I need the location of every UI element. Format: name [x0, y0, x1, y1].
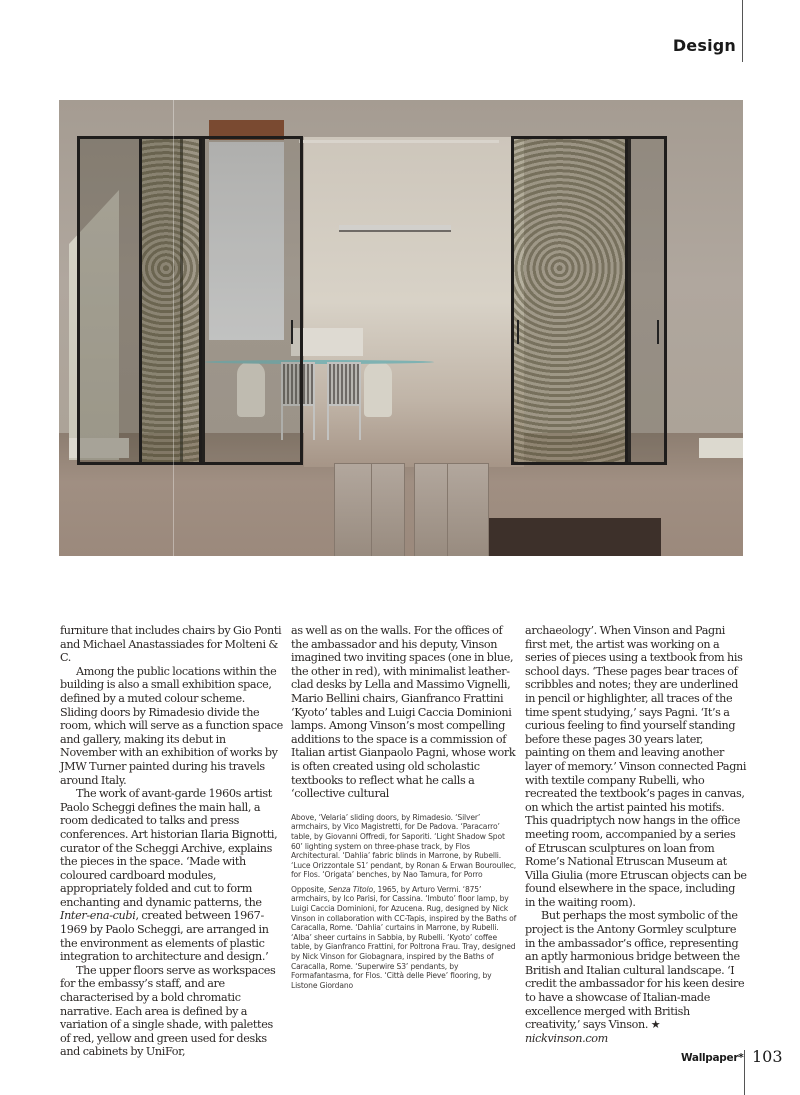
caption-text: Opposite, [291, 884, 329, 894]
photo-sliding-door-right-outer [625, 136, 667, 465]
article-paragraph: Among the public locations within the building is also a small exhibition space, defined by a muted colour scheme. Sliding doors by Rimadesio divide the room, which will serve as a function space and gallery, making its debut in November with an exhibition of works by JMW Turner painted during his travels around Italy. [60, 664, 283, 787]
photo-doorway-opening [304, 137, 524, 467]
article-text: , created between 1967-1969 by Paolo Scheggi, are arranged in the environment as elements of plastic integration to architecture and design.’ [60, 909, 269, 964]
caption-text: , 1965, by Arturo Vermi. ‘875’ armchairs, by Ico Parisi, for Cassina. ‘Imbuto’ floor lamp, by Luigi Caccia Dominioni, for Azucena. Rug, designed by Nick Vinson in collaboration with CC-Tapis, inspired by the Baths of Caracalla, Rome. ‘Dahlia’ curtains in Marrone, by Rubelli. ‘Alba’ sheer curtains in Sabbia, by Rubelli. ‘Kyoto’ coffee table, by Gianfranco Frattini, for Poltrona Frau. Tray, designed by Nick Vinson for Giobagnara, inspired by the Baths of Caracalla, Rome. ‘Superwire S3’ pendants, by Formafantasma, for Flos. ‘Città delle Pieve’ flooring, by Listone Giordano [291, 884, 517, 990]
article-column-3 [525, 624, 747, 1045]
article-paragraph: The upper floors serve as workspaces for the embassy’s staff, and are characterised by a bold chromatic narrative. Each area is defined by a variation of a single shade, with palettes of red, yellow and green used for desks and cabinets by UniFor, [60, 963, 276, 1059]
article-paragraph [525, 909, 747, 1045]
photo-bench-slat [371, 463, 405, 556]
caption-opposite [291, 885, 517, 991]
article-text: But perhaps the most symbolic of the project is the Antony Gormley sculpture in the ambassador’s office, representing an aptly harmonious bridge between the British and Italian cultural landscape. ‘I credit the ambassador for his keen desire to have a showcase of Italian-made excellence merged with British creativity,’ says Vinson. [525, 909, 745, 1032]
footer-rule [744, 1050, 745, 1095]
article-column-1 [60, 624, 284, 1059]
photo-sliding-door-left-mesh [139, 136, 205, 465]
photo-sliding-door-left-inner [199, 136, 303, 465]
photo-pendant-light [339, 225, 451, 232]
header-rule [742, 0, 743, 62]
photo-gutter-line [173, 100, 174, 556]
artwork-title: Inter-ena-cubi [60, 909, 136, 923]
photo-skirting-right [699, 438, 743, 458]
photo-light-track [299, 140, 499, 143]
footer-brand: Wallpaper* [681, 1052, 744, 1064]
article-text: The work of avant-garde 1960s artist Paolo Scheggi defines the main hall, a room dedicated to talks and press conferences. Art historian Ilaria Bignotti, curator of the Scheggi Archive, explains the pieces in the space. ‘Made with coloured cardboard modules, appropriately folded and cut to form enchanting and dynamic patterns, the [60, 787, 278, 909]
caption-above: Above, ‘Velaria’ sliding doors, by Rimadesio. ‘Silver’ armchairs, by Vico Magistretti, for De Padova. ‘Paracarro’ table, by Giovanni Offredi, for Saporiti. ‘Light Shadow Spot 60’ lighting system on three-phase track, by Flos Architectural. ‘Dahlia’ fabric blinds in Marrone, by Rubelli. ‘Luce Orizzontale S1’ pendant, by Ronan & Erwan Bouroullec, for Flos. ‘Origata’ benches, by Nao Tamura, for Porro [291, 812, 516, 880]
photo-chair-leg [359, 400, 361, 440]
photo-table-pedestal [364, 362, 392, 417]
photo-bench-slat [414, 463, 448, 556]
photo-chair-leg [313, 400, 315, 440]
photo-chair-leg [327, 400, 329, 440]
photo-rug [489, 518, 661, 556]
article-column-2 [291, 624, 517, 995]
website-link[interactable]: nickvinson.com [525, 1031, 608, 1045]
photo-sliding-door-right-mesh [511, 136, 631, 465]
article-paragraph [60, 787, 284, 964]
photo-captions [291, 813, 517, 991]
caption-artwork-title: Senza Titolo [328, 884, 373, 894]
article-paragraph: furniture that includes chairs by Gio Ponti and Michael Anastassiades for Molteni & C. [60, 624, 282, 665]
photo-chair [327, 362, 361, 406]
end-mark-star-icon: ★ [650, 1018, 661, 1032]
interior-photo [59, 100, 743, 556]
photo-bench-slat [447, 463, 489, 556]
photo-door-handle [657, 320, 659, 344]
page-number: 103 [752, 1047, 783, 1066]
photo-door-handle [517, 320, 519, 344]
article-paragraph: archaeology’. When Vinson and Pagni first met, the artist was working on a series of pieces using a textbook from his school days. ‘These pages bear traces of scribbles and notes; they are underlined in pencil or highlighter, all traces of the time spent studying,’ says Pagni. ‘It’s a curious feeling to find yourself standing before these pages 30 years later, painting on them and leaving another layer of memory.’ Vinson connected Pagni with textile company Rubelli, who recreated the textbook’s pages in canvas, on which the artist painted his motifs. This quadriptych now hangs in the office meeting room, accompanied by a series of Etruscan sculptures on loan from Rome’s National Etruscan Museum at Villa Giulia (more Etruscan objects can be found elsewhere in the space, including in the waiting room). [525, 624, 747, 909]
photo-door-handle [291, 320, 293, 344]
article-paragraph: as well as on the walls. For the offices of the ambassador and his deputy, Vinson imagined two inviting spaces (one in blue, the other in red), with minimalist leather-clad desks by Lella and Massimo Vignelli, Mario Bellini chairs, Gianfranco Frattini ‘Kyoto’ tables and Luigi Caccia Dominioni lamps. Among Vinson’s most compelling additions to the space is a commission of Italian artist Gianpaolo Pagni, whose work is often created using old scholastic textbooks to reflect what he calls a ‘collective cultural [291, 624, 516, 801]
section-label: Design [672, 36, 736, 55]
